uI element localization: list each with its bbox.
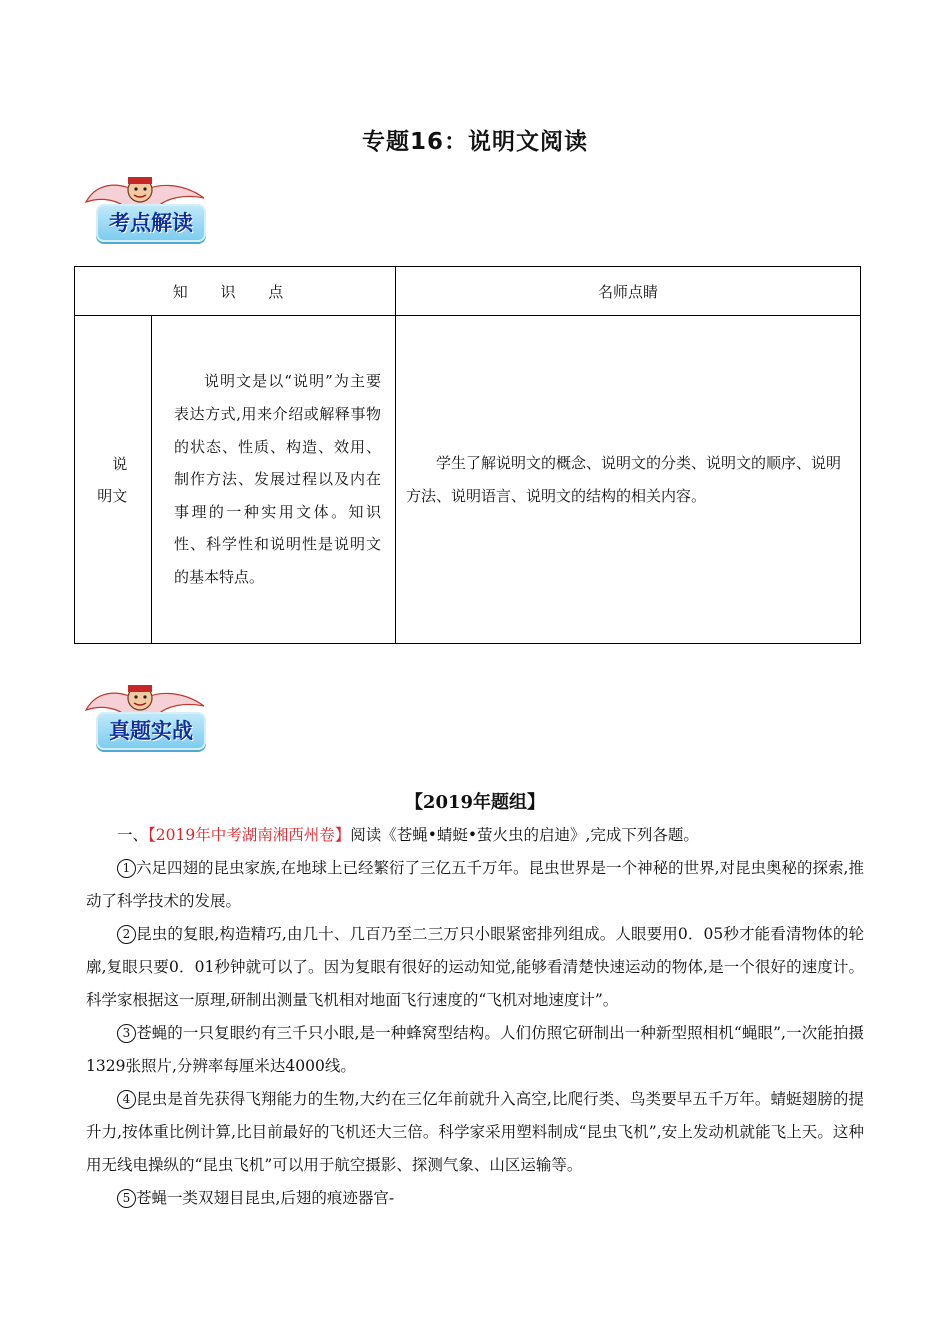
question-number: 一、 [117, 826, 149, 844]
paragraph-3 [86, 1017, 864, 1083]
paragraph-text: 苍蝇一类双翅目昆虫,后翅的痕迹器官- [136, 1189, 395, 1207]
row-label-text: 说明文 [97, 454, 128, 505]
question-prompt: 阅读《苍蝇•蜻蜓•萤火虫的启迪》,完成下列各题。 [350, 826, 699, 844]
zhenti-badge [84, 680, 206, 752]
page-title: 专题16：说明文阅读 [361, 129, 588, 155]
paragraph-number: 5 [117, 1189, 136, 1208]
group-title: 【2019年题组】 [404, 792, 546, 813]
kaodian-label: 考点解读 [96, 204, 206, 242]
paragraph-number: 1 [117, 859, 136, 878]
question-line [86, 819, 864, 852]
knowledge-table [74, 266, 861, 644]
table-header-tips: 名师点睛 [396, 267, 861, 316]
paragraph-1 [86, 852, 864, 918]
kaodian-badge [84, 172, 206, 244]
tip-cell: 学生了解说明文的概念、说明文的分类、说明文的顺序、说明方法、说明语言、说明文的结构的相关内容。 [396, 316, 861, 644]
paragraph-number: 2 [117, 925, 136, 944]
paragraph-text: 昆虫的复眼,构造精巧,由几十、几百乃至二三万只小眼紧密排列组成。人眼要用0．05秒才能看清物体的轮廓,复眼只要0．01秒钟就可以了。因为复眼有很好的运动知觉,能够看清楚快速运动的物体,是一个很好的速度计。科学家根据这一原理,研制出测量飞机相对地面飞行速度的“飞机对地速度计”。 [86, 925, 864, 1009]
paragraph-number: 3 [117, 1024, 136, 1043]
paragraph-text: 昆虫是首先获得飞翔能力的生物,大约在三亿年前就升入高空,比爬行类、鸟类要早五千万年。蜻蜓翅膀的提升力,按体重比例计算,比目前最好的飞机还大三倍。科学家采用塑料制成“昆虫飞机”,安上发动机就能飞上天。这种用无线电操纵的“昆虫飞机”可以用于航空摄影、探测气象、山区运输等。 [86, 1090, 864, 1174]
paragraph-5 [86, 1182, 864, 1215]
row-label [75, 316, 152, 644]
paragraph-2 [86, 918, 864, 1017]
table-header-knowledge: 知 识 点 [75, 267, 396, 316]
paragraph-text: 六足四翅的昆虫家族,在地球上已经繁衍了三亿五千万年。昆虫世界是一个神秘的世界,对昆虫奥秘的探索,推动了科学技术的发展。 [86, 859, 864, 910]
paragraph-number: 4 [117, 1090, 136, 1109]
zhenti-label: 真题实战 [96, 712, 206, 750]
question-source: 【2019年中考湖南湘西州卷】 [148, 826, 351, 844]
paragraph-text: 苍蝇的一只复眼约有三千只小眼,是一种蜂窝型结构。人们仿照它研制出一种新型照相机“蝇眼”,一次能拍摄1329张照片,分辨率每厘米达4000线。 [86, 1024, 864, 1075]
paragraph-4 [86, 1083, 864, 1182]
definition-cell: 说明文是以“说明”为主要表达方式,用来介绍或解释事物的状态、性质、构造、效用、制作方法、发展过程以及内在事理的一种实用文体。知识性、科学性和说明性是说明文的基本特点。 [152, 316, 396, 644]
